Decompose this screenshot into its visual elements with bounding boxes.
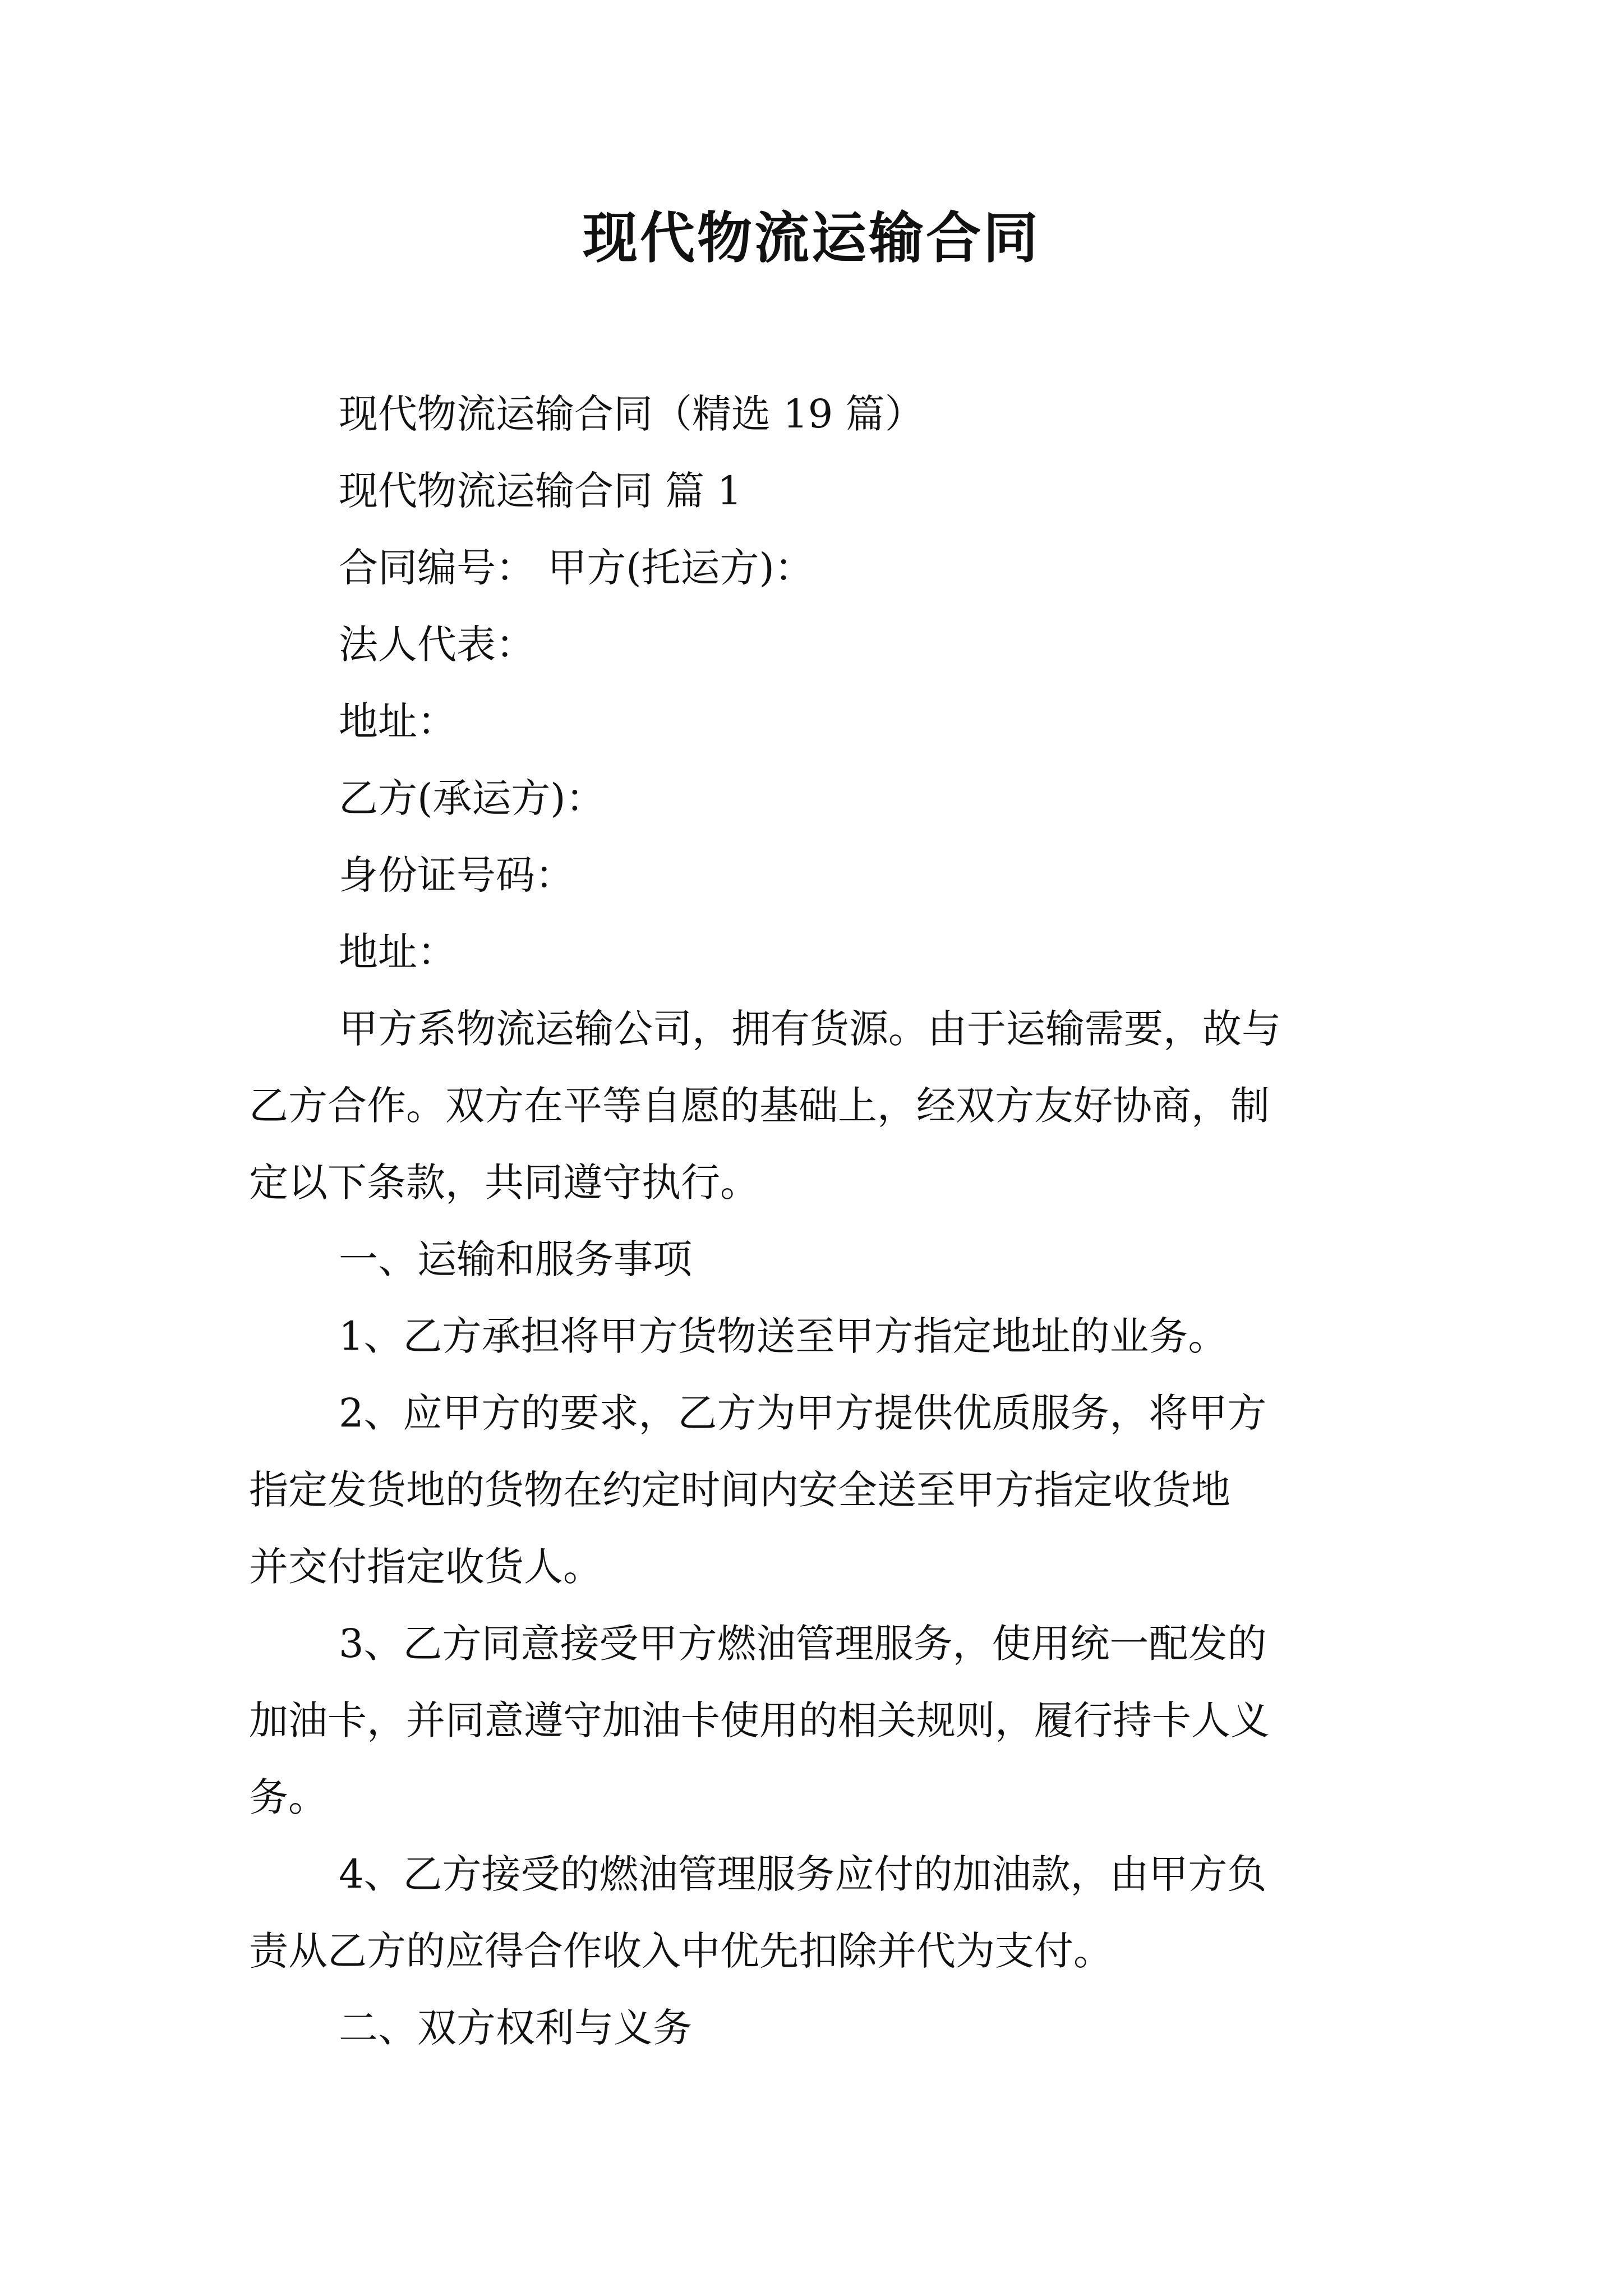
contract-number-line: 合同编号： 甲方(托运方)： xyxy=(339,545,814,591)
document-title: 现代物流运输合同 xyxy=(582,206,1040,270)
section-heading: 现代物流运输合同 篇 1 xyxy=(339,468,743,514)
clause-line: 1、乙方承担将甲方货物送至甲方指定地址的业务。 xyxy=(339,1313,1228,1359)
paragraph-line: 定以下条款，共同遵守执行。 xyxy=(249,1159,759,1205)
clause-line: 责从乙方的应得合作收入中优先扣除并代为支付。 xyxy=(249,1928,1113,1974)
id-number-line: 身份证号码： xyxy=(339,852,574,898)
subtitle-line: 现代物流运输合同（精选 19 篇） xyxy=(339,391,924,437)
paragraph-line: 甲方系物流运输公司，拥有货源。由于运输需要，故与 xyxy=(339,1006,1281,1052)
clause-line: 3、乙方同意接受甲方燃油管理服务，使用统一配发的 xyxy=(339,1621,1267,1667)
party-b-line: 乙方(承运方)： xyxy=(339,775,605,821)
clause-line: 2、应甲方的要求，乙方为甲方提供优质服务，将甲方 xyxy=(339,1390,1267,1436)
address-line-b: 地址： xyxy=(339,929,457,975)
address-line-a: 地址： xyxy=(339,698,457,744)
section-heading: 二、双方权利与义务 xyxy=(339,2005,692,2051)
legal-rep-line: 法人代表： xyxy=(339,622,535,668)
clause-line: 4、乙方接受的燃油管理服务应付的加油款，由甲方负 xyxy=(339,1851,1267,1897)
paragraph-line: 乙方合作。双方在平等自愿的基础上，经双方友好协商，制 xyxy=(249,1083,1270,1129)
clause-line: 务。 xyxy=(249,1774,328,1820)
clause-line: 加油卡，并同意遵守加油卡使用的相关规则，履行持卡人义 xyxy=(249,1697,1270,1743)
clause-line: 并交付指定收货人。 xyxy=(249,1544,602,1590)
section-heading: 一、运输和服务事项 xyxy=(339,1236,692,1282)
clause-line: 指定发货地的货物在约定时间内安全送至甲方指定收货地 xyxy=(249,1467,1230,1513)
